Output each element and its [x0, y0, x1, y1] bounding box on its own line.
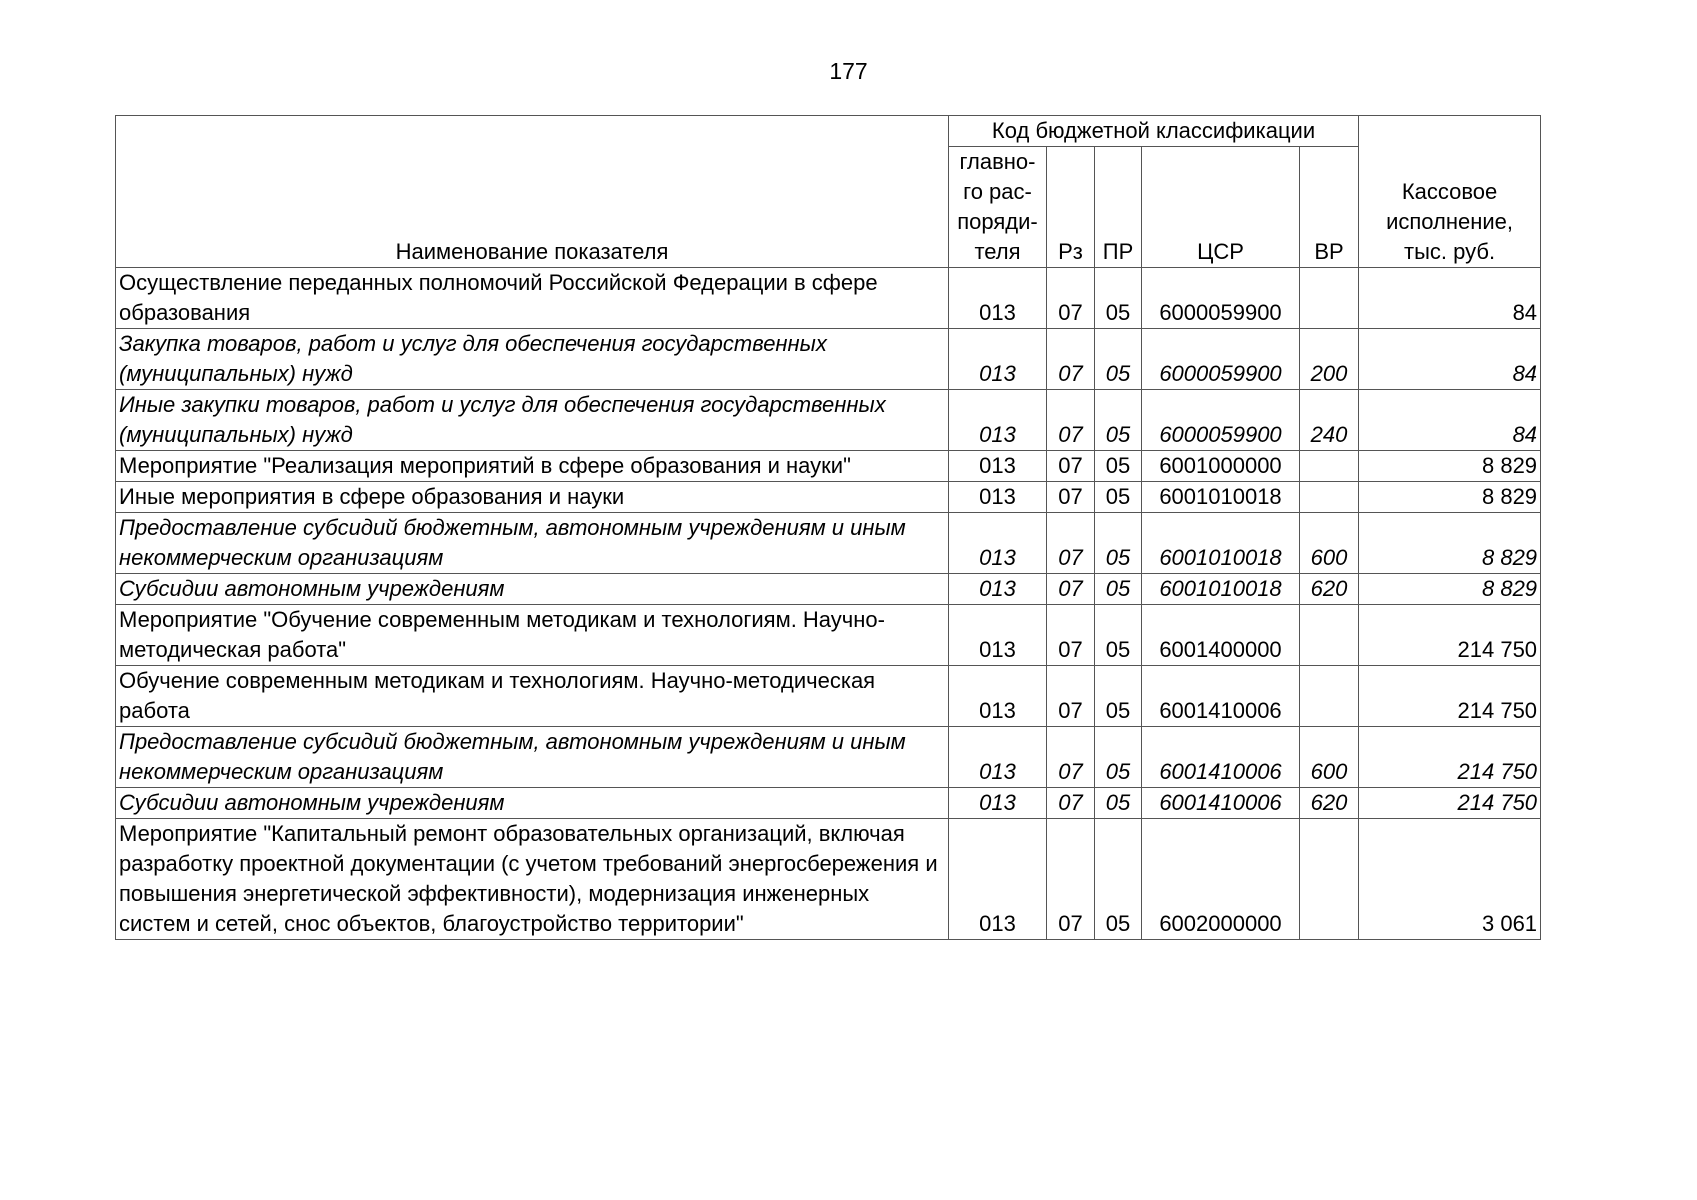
row-csr-cell: 6000059900 — [1142, 390, 1300, 451]
header-rz: Рз — [1047, 147, 1095, 268]
row-rz-cell: 07 — [1047, 605, 1095, 666]
table-row — [116, 819, 1541, 940]
row-pr-cell: 05 — [1095, 329, 1142, 390]
row-pr-cell: 05 — [1095, 666, 1142, 727]
header-kbk: Код бюджетной классификации — [949, 116, 1359, 147]
row-glav-cell: 013 — [949, 513, 1047, 574]
row-rz-cell: 07 — [1047, 666, 1095, 727]
row-rz-cell: 07 — [1047, 390, 1095, 451]
row-vr-cell — [1300, 268, 1359, 329]
row-amount-cell: 84 — [1359, 390, 1541, 451]
row-csr-cell: 6001010018 — [1142, 574, 1300, 605]
table-row — [116, 513, 1541, 574]
page-number: 177 — [829, 58, 868, 84]
row-name-cell: Предоставление субсидий бюджетным, автономным учреждениям и иным некоммерческим организациям — [116, 727, 949, 788]
row-amount-cell: 8 829 — [1359, 482, 1541, 513]
row-glav-cell: 013 — [949, 819, 1047, 940]
row-vr-cell — [1300, 482, 1359, 513]
row-csr-cell: 6000059900 — [1142, 329, 1300, 390]
row-name-cell: Мероприятие "Капитальный ремонт образовательных организаций, включая разработку проектной документации (с учетом требований энергосбережения и повышения энергетической эффективности), модернизация инженерных систем и сетей, снос объектов, благоустройство территории" — [116, 819, 949, 940]
row-csr-cell: 6001000000 — [1142, 451, 1300, 482]
row-amount-cell: 3 061 — [1359, 819, 1541, 940]
header-name: Наименование показателя — [116, 116, 949, 268]
row-amount-cell: 214 750 — [1359, 788, 1541, 819]
row-amount-cell: 214 750 — [1359, 605, 1541, 666]
row-name-cell: Предоставление субсидий бюджетным, автономным учреждениям и иным некоммерческим организациям — [116, 513, 949, 574]
row-amount-cell: 8 829 — [1359, 451, 1541, 482]
row-name-cell: Мероприятие "Обучение современным методикам и технологиям. Научно-методическая работа" — [116, 605, 949, 666]
row-glav-cell: 013 — [949, 788, 1047, 819]
table-row — [116, 788, 1541, 819]
table-row — [116, 727, 1541, 788]
row-rz-cell: 07 — [1047, 451, 1095, 482]
budget-table — [115, 115, 1541, 940]
header-row-top — [116, 116, 1541, 147]
row-name-cell: Иные закупки товаров, работ и услуг для обеспечения государственных (муниципальных) нужд — [116, 390, 949, 451]
row-rz-cell: 07 — [1047, 329, 1095, 390]
row-vr-cell — [1300, 605, 1359, 666]
row-vr-cell — [1300, 666, 1359, 727]
row-pr-cell: 05 — [1095, 268, 1142, 329]
header-csr: ЦСР — [1142, 147, 1300, 268]
row-name-cell: Мероприятие "Реализация мероприятий в сфере образования и науки" — [116, 451, 949, 482]
row-glav-cell: 013 — [949, 574, 1047, 605]
row-pr-cell: 05 — [1095, 819, 1142, 940]
row-vr-cell: 620 — [1300, 788, 1359, 819]
row-csr-cell: 6001010018 — [1142, 482, 1300, 513]
row-glav-cell: 013 — [949, 727, 1047, 788]
table-row — [116, 329, 1541, 390]
row-glav-cell: 013 — [949, 482, 1047, 513]
row-glav-cell: 013 — [949, 605, 1047, 666]
row-name-cell: Закупка товаров, работ и услуг для обеспечения государственных (муниципальных) нужд — [116, 329, 949, 390]
row-rz-cell: 07 — [1047, 482, 1095, 513]
row-glav-cell: 013 — [949, 451, 1047, 482]
row-rz-cell: 07 — [1047, 819, 1095, 940]
row-glav-cell: 013 — [949, 329, 1047, 390]
header-glav: главно-го рас-поряди-теля — [949, 147, 1047, 268]
row-vr-cell: 600 — [1300, 513, 1359, 574]
row-glav-cell: 013 — [949, 268, 1047, 329]
row-pr-cell: 05 — [1095, 727, 1142, 788]
table-row — [116, 390, 1541, 451]
row-amount-cell: 8 829 — [1359, 574, 1541, 605]
row-rz-cell: 07 — [1047, 268, 1095, 329]
row-amount-cell: 8 829 — [1359, 513, 1541, 574]
row-pr-cell: 05 — [1095, 390, 1142, 451]
row-csr-cell: 6001010018 — [1142, 513, 1300, 574]
table-row — [116, 666, 1541, 727]
table-body — [116, 268, 1541, 940]
table-row — [116, 451, 1541, 482]
row-vr-cell: 240 — [1300, 390, 1359, 451]
row-pr-cell: 05 — [1095, 482, 1142, 513]
row-vr-cell: 600 — [1300, 727, 1359, 788]
row-vr-cell — [1300, 819, 1359, 940]
header-pr: ПР — [1095, 147, 1142, 268]
row-glav-cell: 013 — [949, 666, 1047, 727]
table-row — [116, 268, 1541, 329]
row-csr-cell: 6002000000 — [1142, 819, 1300, 940]
row-csr-cell: 6001410006 — [1142, 727, 1300, 788]
row-pr-cell: 05 — [1095, 574, 1142, 605]
row-pr-cell: 05 — [1095, 513, 1142, 574]
row-amount-cell: 214 750 — [1359, 666, 1541, 727]
row-csr-cell: 6001410006 — [1142, 788, 1300, 819]
row-pr-cell: 05 — [1095, 451, 1142, 482]
row-name-cell: Осуществление переданных полномочий Российской Федерации в сфере образования — [116, 268, 949, 329]
row-csr-cell: 6001410006 — [1142, 666, 1300, 727]
row-name-cell: Иные мероприятия в сфере образования и науки — [116, 482, 949, 513]
row-rz-cell: 07 — [1047, 788, 1095, 819]
header-amount: Кассовое исполнение, тыс. руб. — [1359, 116, 1541, 268]
table-row — [116, 605, 1541, 666]
header-vr: ВР — [1300, 147, 1359, 268]
row-amount-cell: 84 — [1359, 329, 1541, 390]
row-glav-cell: 013 — [949, 390, 1047, 451]
row-name-cell: Субсидии автономным учреждениям — [116, 788, 949, 819]
row-vr-cell: 200 — [1300, 329, 1359, 390]
row-rz-cell: 07 — [1047, 574, 1095, 605]
table-row — [116, 482, 1541, 513]
row-csr-cell: 6001400000 — [1142, 605, 1300, 666]
row-rz-cell: 07 — [1047, 513, 1095, 574]
row-name-cell: Обучение современным методикам и технологиям. Научно-методическая работа — [116, 666, 949, 727]
row-csr-cell: 6000059900 — [1142, 268, 1300, 329]
row-name-cell: Субсидии автономным учреждениям — [116, 574, 949, 605]
row-amount-cell: 214 750 — [1359, 727, 1541, 788]
row-vr-cell — [1300, 451, 1359, 482]
table-row — [116, 574, 1541, 605]
row-amount-cell: 84 — [1359, 268, 1541, 329]
row-vr-cell: 620 — [1300, 574, 1359, 605]
row-pr-cell: 05 — [1095, 788, 1142, 819]
row-rz-cell: 07 — [1047, 727, 1095, 788]
row-pr-cell: 05 — [1095, 605, 1142, 666]
